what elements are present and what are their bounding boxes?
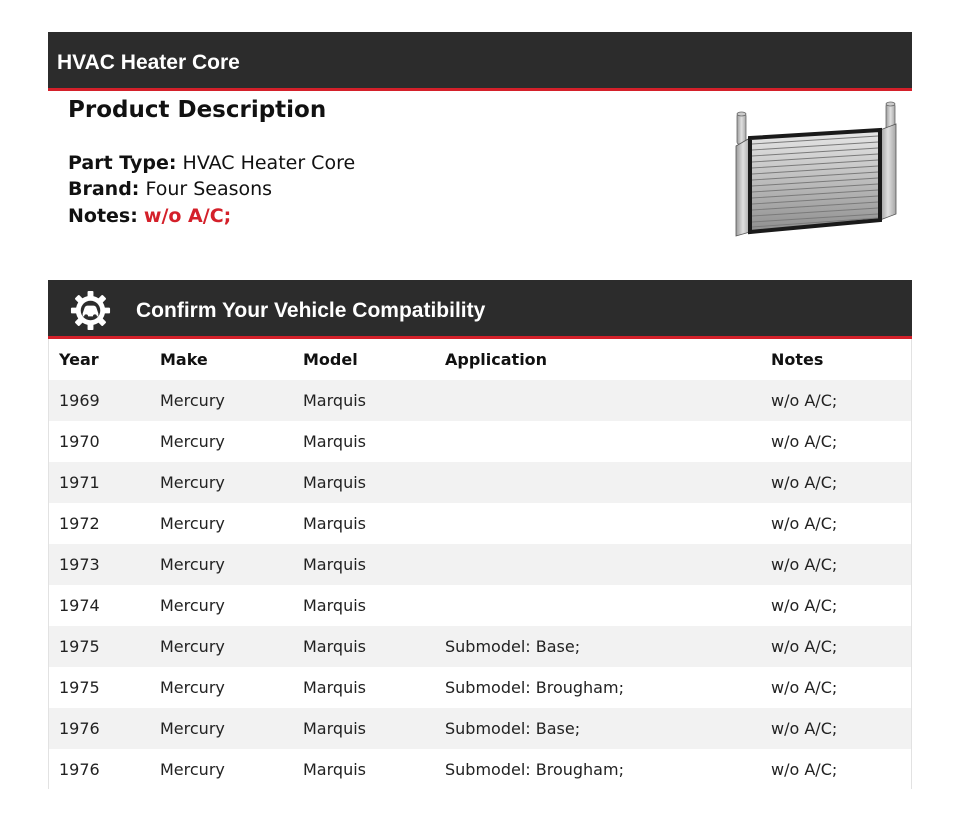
part-type-label: Part Type: — [68, 152, 177, 174]
cell-make: Mercury — [150, 421, 293, 462]
column-header-application: Application — [445, 350, 548, 369]
cell-notes: w/o A/C; — [761, 544, 911, 585]
table-header-row — [49, 339, 911, 380]
column-header-model: Model — [303, 350, 358, 369]
cell-notes: w/o A/C; — [761, 503, 911, 544]
table-row — [49, 585, 911, 626]
table-row — [49, 667, 911, 708]
compatibility-table — [48, 339, 912, 789]
cell-notes: w/o A/C; — [761, 749, 911, 790]
table-row — [49, 708, 911, 749]
description-heading: Product Description — [68, 97, 327, 123]
cell-notes: w/o A/C; — [761, 708, 911, 749]
part-type-value: HVAC Heater Core — [182, 152, 356, 174]
cell-notes: w/o A/C; — [761, 585, 911, 626]
heater-core-image — [730, 100, 902, 240]
cell-make: Mercury — [150, 626, 293, 667]
cell-model: Marquis — [293, 749, 435, 790]
table-row — [49, 544, 911, 585]
cell-model: Marquis — [293, 544, 435, 585]
compatibility-title: Confirm Your Vehicle Compatibility — [136, 299, 486, 322]
table-row — [49, 503, 911, 544]
cell-make: Mercury — [150, 462, 293, 503]
notes-label: Notes: — [68, 205, 138, 227]
brand-line — [68, 178, 272, 200]
cell-model: Marquis — [293, 421, 435, 462]
cell-model: Marquis — [293, 380, 435, 421]
column-header-notes: Notes — [771, 350, 824, 369]
cell-application: Submodel: Base; — [435, 708, 761, 749]
brand-value: Four Seasons — [145, 178, 273, 200]
cell-model: Marquis — [293, 626, 435, 667]
column-header-year: Year — [59, 350, 99, 369]
cell-year: 1975 — [49, 626, 150, 667]
cell-year: 1973 — [49, 544, 150, 585]
cell-application — [435, 380, 761, 421]
cell-model: Marquis — [293, 667, 435, 708]
compatibility-bar — [48, 280, 912, 339]
cell-application: Submodel: Brougham; — [435, 667, 761, 708]
cell-year: 1971 — [49, 462, 150, 503]
table-row — [49, 626, 911, 667]
notes-value: w/o A/C; — [143, 205, 232, 227]
cell-year: 1976 — [49, 749, 150, 790]
cell-application — [435, 421, 761, 462]
cell-model: Marquis — [293, 503, 435, 544]
cell-make: Mercury — [150, 544, 293, 585]
cell-model: Marquis — [293, 708, 435, 749]
brand-label: Brand: — [68, 178, 140, 200]
cell-year: 1970 — [49, 421, 150, 462]
cell-application — [435, 462, 761, 503]
cell-year: 1975 — [49, 667, 150, 708]
table-row — [49, 462, 911, 503]
cell-year: 1969 — [49, 380, 150, 421]
cell-make: Mercury — [150, 503, 293, 544]
cell-notes: w/o A/C; — [761, 626, 911, 667]
cell-application: Submodel: Base; — [435, 626, 761, 667]
column-header-make: Make — [160, 350, 208, 369]
cell-notes: w/o A/C; — [761, 421, 911, 462]
cell-notes: w/o A/C; — [761, 462, 911, 503]
gear-car-icon — [69, 289, 112, 332]
cell-year: 1974 — [49, 585, 150, 626]
notes-line — [68, 205, 231, 227]
cell-application — [435, 544, 761, 585]
cell-notes: w/o A/C; — [761, 667, 911, 708]
cell-application — [435, 503, 761, 544]
cell-make: Mercury — [150, 708, 293, 749]
cell-application — [435, 585, 761, 626]
cell-make: Mercury — [150, 749, 293, 790]
cell-model: Marquis — [293, 462, 435, 503]
cell-year: 1976 — [49, 708, 150, 749]
cell-model: Marquis — [293, 585, 435, 626]
cell-make: Mercury — [150, 380, 293, 421]
cell-notes: w/o A/C; — [761, 380, 911, 421]
cell-make: Mercury — [150, 667, 293, 708]
header-bar — [48, 32, 912, 91]
table-row — [49, 380, 911, 421]
cell-make: Mercury — [150, 585, 293, 626]
header-title: HVAC Heater Core — [57, 51, 240, 74]
table-row — [49, 421, 911, 462]
cell-year: 1972 — [49, 503, 150, 544]
cell-application: Submodel: Brougham; — [435, 749, 761, 790]
part-type-line — [68, 152, 355, 174]
table-row — [49, 749, 911, 790]
